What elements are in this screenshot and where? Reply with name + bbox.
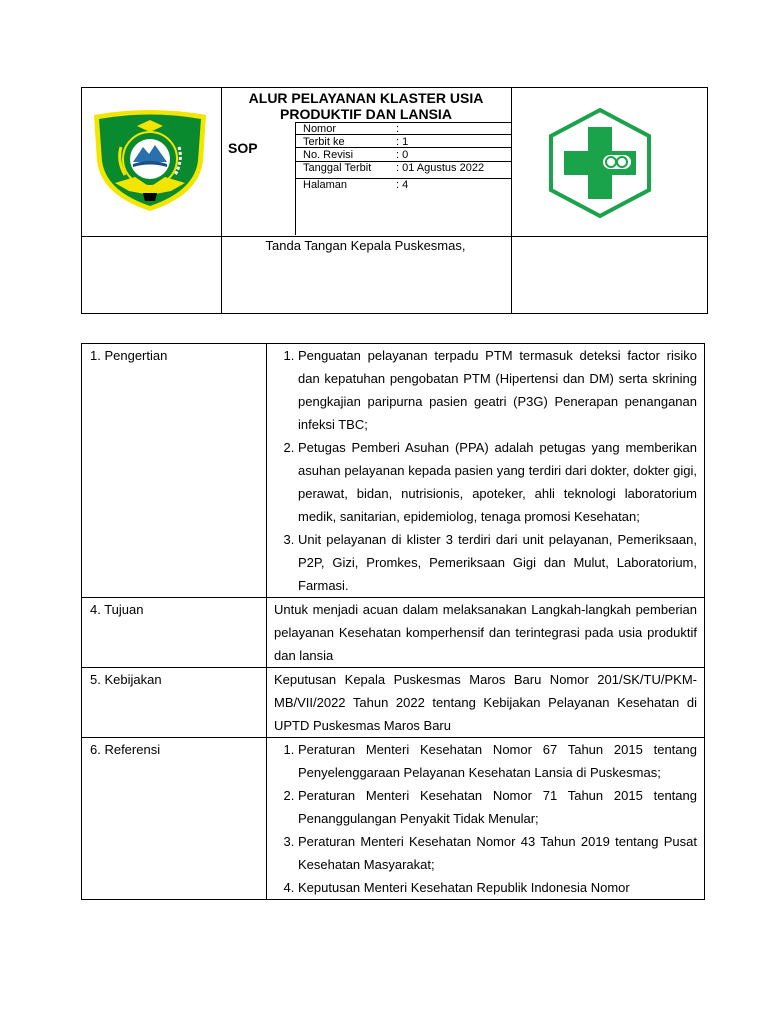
- meta-value-terbit: : 1: [396, 136, 409, 148]
- list-item: 2. Peraturan Menteri Kesehatan Nomor 71 Tahun 2015 tentang Penanggulangan Penyakit Tidak Menular;: [298, 784, 697, 830]
- section-content: [267, 738, 705, 900]
- section-text: Keputusan Kepala Puskesmas Maros Baru Nomor 201/SK/TU/PKM-MB/VII/2022 Tahun 2022 tentang Kebijakan Pelayanan Kesehatan di UPTD Puskesmas Maros Baru: [274, 672, 697, 733]
- list-item: 3. Unit pelayanan di klister 3 terdiri dari unit pelayanan, Pemeriksaan, P2P, Gizi, Promkes, Pemeriksaan Gigi dan Mulut, Laboratorium, Farmasi.: [298, 528, 697, 597]
- meta-label-terbit: Terbit ke: [303, 136, 345, 148]
- reference-list: [274, 738, 697, 899]
- list-item: 3. Peraturan Menteri Kesehatan Nomor 43 Tahun 2019 tentang Pusat Kesehatan Masyarakat;: [298, 830, 697, 876]
- meta-value-revisi: : 0: [396, 149, 409, 161]
- section-content: [267, 344, 705, 598]
- section-row-pengertian: [82, 344, 705, 598]
- document-title: [222, 90, 510, 122]
- section-row-referensi: [82, 738, 705, 900]
- definition-list: [274, 344, 697, 597]
- header-divider: [511, 88, 512, 313]
- title-line: PRODUKTIF DAN LANSIA: [280, 106, 452, 122]
- meta-label-nomor: Nomor: [303, 123, 337, 135]
- meta-label-tanggal: Tanggal Terbit: [303, 162, 372, 174]
- section-label: 5. Kebijakan: [82, 668, 267, 738]
- section-label: 6. Referensi: [82, 738, 267, 900]
- header-divider: [82, 236, 707, 237]
- section-row-kebijakan: [82, 668, 705, 738]
- section-text: Untuk menjadi acuan dalam melaksanakan Langkah-langkah pemberian pelayanan Kesehatan komperhensif dan terintegrasi pada usia produktif dan lansia: [274, 602, 697, 663]
- meta-value-halaman: : 4: [396, 179, 409, 191]
- meta-value-tanggal: : 01 Agustus 2022: [396, 162, 485, 174]
- sop-header-table: [81, 87, 708, 314]
- list-item: 1. Peraturan Menteri Kesehatan Nomor 67 Tahun 2015 tentang Penyelenggaraan Pelayanan Kesehatan Lansia di Puskesmas;: [298, 738, 697, 784]
- section-label: 1. Pengertian: [82, 344, 267, 598]
- section-content: [267, 598, 705, 668]
- list-item: 1. Penguatan pelayanan terpadu PTM termasuk deteksi factor risiko dan kepatuhan pengobatan PTM (Hipertensi dan DM) serta skrining pengkajian paripurna pasien geatri (P3G) Penerapan penanganan infeksi TBC;: [298, 344, 697, 436]
- sop-content-table: [81, 343, 705, 900]
- meta-label-revisi: No. Revisi: [303, 149, 354, 161]
- meta-label-halaman: Halaman: [303, 179, 348, 191]
- section-row-tujuan: [82, 598, 705, 668]
- list-item: 2. Petugas Pemberi Asuhan (PPA) adalah petugas yang memberikan asuhan pelayanan kepada pasien yang terdiri dari dokter, dokter gigi, perawat, bidan, nutrisionis, apoteker, ahli teknologi laboratorium medik, sanitarian, epidemiolog, tenaga promosi Kesehatan;: [298, 436, 697, 528]
- signature-label: Tanda Tangan Kepala Puskesmas,: [265, 238, 466, 253]
- regency-shield-logo: [91, 109, 209, 213]
- section-label: 4. Tujuan: [82, 598, 267, 668]
- section-content: [267, 668, 705, 738]
- sop-label: SOP: [228, 140, 258, 156]
- puskesmas-logo: [545, 107, 655, 219]
- title-line: ALUR PELAYANAN KLASTER USIA: [248, 90, 484, 106]
- meta-value-nomor: :: [396, 123, 400, 135]
- list-item: 4. Keputusan Menteri Kesehatan Republik Indonesia Nomor: [298, 876, 697, 899]
